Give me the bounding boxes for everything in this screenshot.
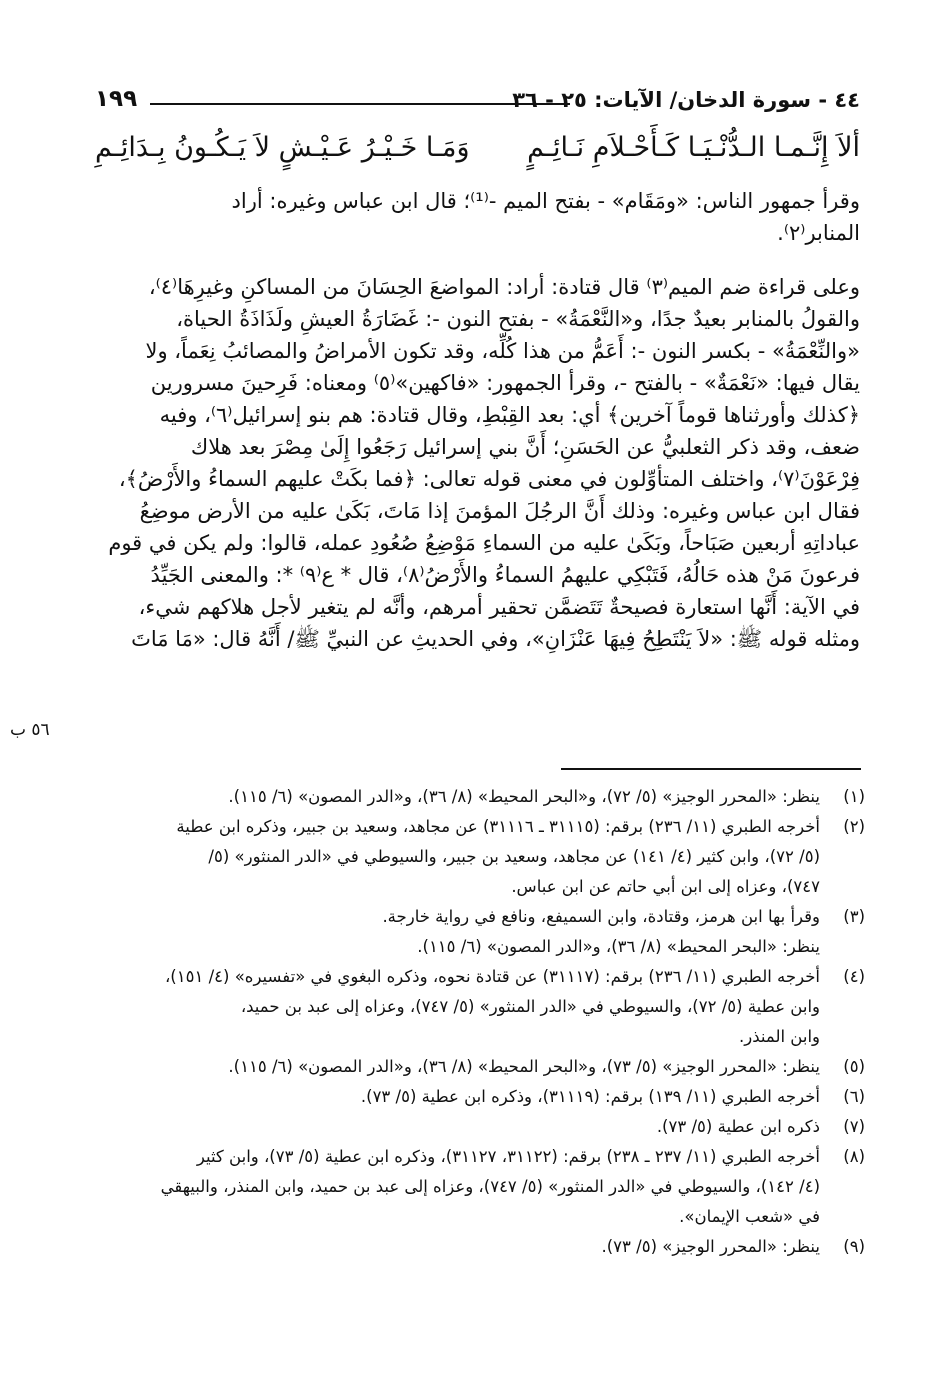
- footnote-number: (٤): [843, 967, 865, 986]
- verse-second-hemistich: وَمَـا خَـيْـرُ عَـيْـشٍ لاَ يَـكُـونُ بِـدَائِـمِ: [95, 132, 470, 163]
- text-line: يقال فيها: «نَعْمَةٌ» - بالفتح -، وقرأ الجمهور: «فاكهين»⁽٥⁾ ومعناه: فَرِحينَ مسرورين: [150, 371, 860, 395]
- text-line: والقولُ بالمنابر بعيدٌ جدًا، و«النَّعْمَةُ» - بفتح النون -: غَضَارَةُ العيشِ ولَذَاذَةُ الحياة،: [176, 307, 860, 331]
- page-number: ١٩٩: [95, 86, 138, 112]
- main-text: [95, 185, 860, 655]
- text-line: وعلى قراءة ضم الميم⁽٣⁾ قال قتادة: أراد: المواضعَ الحِسَانَ من المساكنِ وغيرِهَا⁽٤⁾،: [148, 275, 860, 299]
- footnote-line: أخرجه الطبري (١١/ ١٣٩) برقم: (٣١١١٩)، وذكره ابن عطية (٥/ ٧٣).: [360, 1087, 820, 1106]
- footnote-number: (٧): [843, 1117, 865, 1136]
- footnote-separator: [561, 768, 861, 770]
- footnote-line: أخرجه الطبري (١١/ ٢٣٦) برقم: (٣١١١٧) عن قتادة نحوه، وذكره البغوي في «تفسيره» (٤/ ١٥١)،: [164, 967, 820, 986]
- footnote-line: أخرجه الطبري (١١/ ٢٣٧ ـ ٢٣٨) برقم: (٣١١٢٢، ٣١١٢٧)، وذكره ابن عطية (٥/ ٧٣)، وابن كثير: [196, 1147, 820, 1166]
- footnotes: [95, 782, 865, 1262]
- footnote-8: [95, 1142, 865, 1232]
- footnote-line: وقرأ بها ابن هرمز، وقتادة، وابن السميفع، ونافع في رواية خارجة.: [382, 907, 820, 926]
- poetry-verse: [95, 132, 860, 182]
- footnote-line: ينظر: «المحرر الوجيز» (٥/ ٧٢)، و«البحر المحيط» (٨/ ٣٦)، و«الدر المصون» (٦/ ١١٥).: [228, 787, 820, 806]
- footnote-line: (٤/ ١٤٢)، والسيوطي في «الدر المنثور» (٥/ ٧٤٧)، وعزاه إلى عبد بن حميد، وابن المنذر، والبيهقي: [160, 1177, 820, 1196]
- footnote-number: (٥): [843, 1057, 865, 1076]
- footnote-line: (٥/ ٧٢)، وابن كثير (٤/ ١٤١) عن مجاهد، وسعيد بن جبير، والسيوطي في «الدر المنثور» (٥/: [208, 847, 820, 866]
- text-line: عباداتِهِ أربعين صَبَاحاً، وبَكَىٰ عليه من السماءِ مَوْضِعُ صُعُودِ عمله، قالوا: ولم يكن في قوم: [108, 531, 860, 555]
- manuscript-folio-note: ٥٦ ب: [10, 720, 50, 740]
- text-line: وقرأ جمهور الناس: «ومَقَام» - بفتح الميم -⁽¹⁾؛ قال ابن عباس وغيره: أراد: [231, 189, 860, 213]
- header-rule: [150, 103, 570, 105]
- footnote-number: (٨): [843, 1147, 865, 1166]
- footnote-line: ٧٤٧)، وعزاه إلى ابن أبي حاتم عن ابن عباس.: [511, 877, 820, 896]
- paragraph-1: [95, 185, 860, 249]
- text-line: ومثله قوله ﷺ: «لاَ يَنْتَطِحُ فِيهَا عَنْزَانِ»، وفي الحديثِ عن النبيِّ ﷺ/ أَنَّهُ قال: «مَا مَاتَ: [131, 627, 860, 651]
- verse-first-hemistich: ألاَ إِنَّـمـا الـدُّنْـيَـا كَـأَحْـلاَمِ نَـائِـمٍ: [527, 132, 860, 163]
- footnote-line: ذكره ابن عطية (٥/ ٧٣).: [656, 1117, 820, 1136]
- text-line: ضعف، وقد ذكر الثعلبيُّ عن الحَسَنِ؛ أَنَّ بني إسرائيل رَجَعُوا إِلَىٰ مِصْرَ بعد هلاك: [190, 435, 860, 459]
- text-line: في الآية: أَنَّها استعارة فصيحةٌ تَتَضمَّن تحقير أمرهم، وأنَّه لم يتغير لأجل هلاكهم شيء،: [138, 595, 860, 619]
- footnote-5: [95, 1052, 865, 1082]
- footnote-number: (٢): [843, 817, 865, 836]
- footnote-2: [95, 812, 865, 902]
- footnote-line: ينظر: «المحرر الوجيز» (٥/ ٧٣)، و«البحر المحيط» (٨/ ٣٦)، و«الدر المصون» (٦/ ١١٥).: [228, 1057, 820, 1076]
- footnote-number: (١): [843, 787, 865, 806]
- text-line: فرعونَ مَنْ هذه حَالُهُ، فَتَبْكِي عليهمُ السماءُ والأَرْضُ⁽٨⁾، قال * ع⁽٩⁾ *: والمعنى الجَيِّدُ: [150, 563, 860, 587]
- footnote-6: [95, 1082, 865, 1112]
- footnote-1: [95, 782, 865, 812]
- page-header: [95, 88, 860, 118]
- footnote-3: [95, 902, 865, 962]
- text-line: فقال ابن عباس وغيره: وذلك أَنَّ الرجُلَ المؤمنَ إذا مَاتَ، بَكَىٰ عليه من الأرض موضِعُ: [139, 499, 860, 523]
- text-line: ﴿كذلك وأورثناها قوماً آخرين﴾ أي: بعد القِبْطِ، وقال قتادة: هم بنو إسرائيل⁽٦⁾، وفيه: [159, 403, 860, 427]
- footnote-line: وابن عطية (٥/ ٧٢)، والسيوطي في «الدر المنثور» (٥/ ٧٤٧)، وعزاه إلى عبد بن حميد،: [240, 997, 820, 1016]
- text-line: المنابر⁽٢⁾.: [777, 221, 860, 245]
- running-title: ٤٤ - سورة الدخان/ الآيات: ٢٥ - ٣٦: [512, 88, 860, 112]
- text-line: «والنِّعْمَةُ» - بكسر النون -: أَعَمُّ من هذا كُلِّه، وقد تكون الأمراضُ والمصائبُ نِعَماً، ولا: [145, 339, 860, 363]
- footnote-line: أخرجه الطبري (١١/ ٢٣٦) برقم: (٣١١١٥ ـ ٣١١١٦) عن مجاهد، وسعيد بن جبير، وذكره ابن عطية: [176, 817, 820, 836]
- footnote-number: (٦): [843, 1087, 865, 1106]
- footnote-4: [95, 962, 865, 1052]
- footnote-9: [95, 1232, 865, 1262]
- footnote-line: ينظر: «المحرر الوجيز» (٥/ ٧٣).: [601, 1237, 820, 1256]
- footnote-line: ينظر: «البحر المحيط» (٨/ ٣٦)، و«الدر المصون» (٦/ ١١٥).: [417, 937, 820, 956]
- text-line: فِرْعَوْنَ⁽٧⁾، واختلف المتأوِّلون في معنى قوله تعالى: ﴿فما بكَتْ عليهم السماءُ والأَرْضُ﴾،: [118, 467, 860, 491]
- footnote-line: وابن المنذر.: [739, 1027, 820, 1046]
- paragraph-2: [95, 271, 860, 655]
- footnote-number: (٣): [843, 907, 865, 926]
- footnote-7: [95, 1112, 865, 1142]
- footnote-number: (٩): [843, 1237, 865, 1256]
- footnote-line: في «شعب الإيمان».: [679, 1207, 820, 1226]
